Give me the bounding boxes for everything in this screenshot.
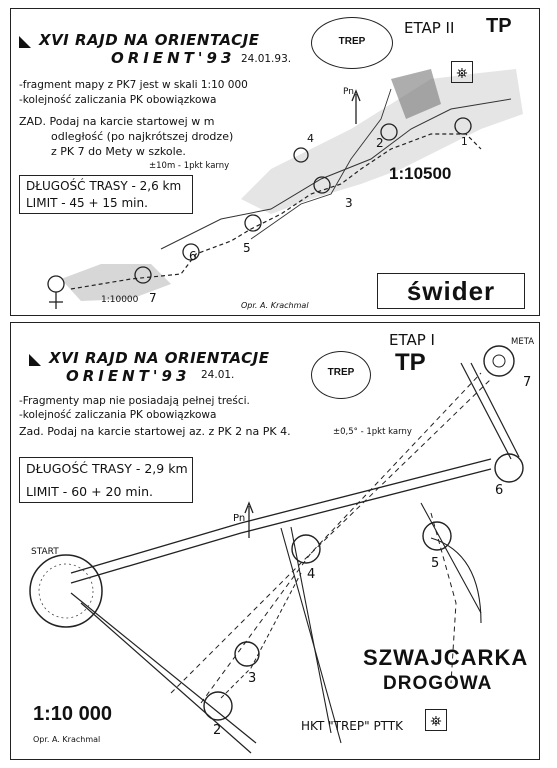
rally-subtitle: ORIENT'93 — [66, 367, 191, 385]
task-line-2: odległość (po najkrótszej drodze) — [51, 130, 234, 143]
place-name-line-1: SZWAJCARKA — [363, 645, 529, 670]
penalty-note: ±10m - 1pkt karny — [149, 161, 230, 171]
author: Opr. A. Krachmal — [33, 735, 101, 744]
stage-label: ETAP II — [404, 19, 455, 37]
stage-label: ETAP I — [389, 331, 435, 349]
checkpoint-4: 4 — [307, 567, 316, 582]
checkpoint-6: 6 — [495, 483, 504, 498]
hiker-icon: ⛯ — [451, 61, 473, 83]
checkpoint-2: 2 — [213, 723, 222, 738]
fragment-scale: 1:10000 — [101, 295, 139, 305]
rally-date: 24.01. — [201, 369, 235, 381]
checkpoint-1: 1 — [461, 136, 468, 148]
rally-title: XVI RAJD NA ORIENTACJE — [39, 31, 260, 49]
checkpoint-2: 2 — [376, 136, 384, 150]
checkpoint-4: 4 — [307, 132, 314, 145]
checkpoint-5: 5 — [431, 556, 440, 571]
rally-title: XVI RAJD NA ORIENTACJE — [49, 349, 270, 367]
category-label: TP — [395, 349, 426, 376]
stage1-sheet — [10, 322, 540, 760]
checkpoint-3: 3 — [248, 671, 257, 686]
task-line-1: ZAD. Podaj na karcie startowej w m — [19, 115, 215, 128]
time-limit: LIMIT - 60 + 20 min. — [26, 484, 153, 499]
checkpoint-7: 7 — [523, 375, 532, 390]
logo-mark — [19, 35, 31, 53]
stage2-sheet — [10, 8, 540, 316]
note-order: -kolejność zaliczania PK obowiązkowa — [19, 409, 217, 421]
finish-label: META — [511, 337, 535, 347]
route-length: DŁUGOŚĆ TRASY - 2,6 km — [26, 179, 182, 193]
note-fragments: -Fragmenty map nie posiadają pełnej treści. — [19, 395, 250, 407]
map-scale: 1:10500 — [389, 164, 452, 183]
task-line-3: z PK 7 do Mety w szkole. — [51, 145, 186, 158]
penalty-note: ±0,5° - 1pkt karny — [333, 427, 412, 437]
checkpoint-7: 7 — [149, 291, 157, 305]
north-label: Pn — [343, 87, 354, 97]
rally-subtitle: ORIENT'93 — [111, 49, 236, 67]
author: Opr. A. Krachmal — [241, 301, 309, 310]
checkpoint-5: 5 — [243, 241, 251, 255]
task: Zad. Podaj na karcie startowej az. z PK 2 na PK 4. — [19, 425, 291, 438]
club-stamp — [311, 351, 371, 399]
checkpoint-3: 3 — [345, 196, 353, 210]
time-limit: LIMIT - 45 + 15 min. — [26, 196, 148, 210]
route-length: DŁUGOŚĆ TRASY - 2,9 km — [26, 461, 188, 476]
north-label: Pn — [233, 513, 246, 524]
logo-mark — [29, 353, 41, 371]
club-stamp-text: TREP — [327, 367, 355, 378]
note-order: -kolejność zaliczania PK obowiązkowa — [19, 94, 217, 106]
club-stamp-text: TREP — [338, 36, 366, 47]
start-label: START — [31, 547, 59, 557]
checkpoint-6: 6 — [189, 249, 197, 263]
route-info-box — [19, 457, 193, 503]
place-name-line-2: DROGOWA — [383, 673, 493, 694]
route-info-box — [19, 175, 193, 214]
place-name-box — [377, 273, 525, 309]
category-label: TP — [486, 15, 512, 37]
club-stamp — [311, 17, 393, 69]
map-scale: 1:10 000 — [33, 703, 112, 725]
rally-date: 24.01.93. — [241, 53, 292, 65]
club-name: HKT "TREP" PTTK — [301, 719, 403, 733]
note-scale: -fragment mapy z PK7 jest w skali 1:10 000 — [19, 79, 248, 91]
place-name: świder — [406, 276, 496, 306]
hiker-icon: ⛯ — [425, 709, 447, 731]
